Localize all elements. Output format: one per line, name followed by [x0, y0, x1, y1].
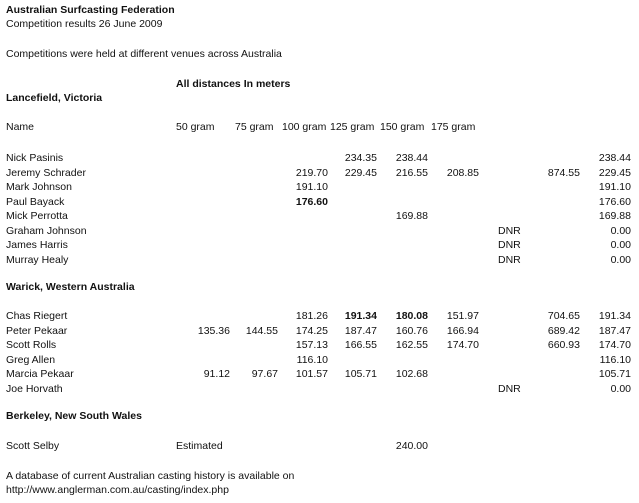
cell-best: 0.00 [610, 254, 631, 266]
cell-c100: 181.26 [295, 310, 328, 322]
cell-c125: 191.34 [344, 310, 377, 322]
cell-best: 191.34 [598, 310, 631, 322]
competitor-name: Scott Rolls [6, 339, 57, 351]
cell-best: 229.45 [598, 167, 631, 179]
status-dnr: DNR [498, 383, 521, 395]
cell-total: 874.55 [547, 167, 580, 179]
cell-c175: 174.70 [446, 339, 479, 351]
competitor-name: Mick Perrotta [6, 210, 68, 222]
cell-c100: 174.25 [295, 325, 328, 337]
cell-c125: 105.71 [344, 368, 377, 380]
column-header-50: 50 gram [176, 121, 215, 133]
cell-best: 0.00 [610, 239, 631, 251]
cell-best: 191.10 [598, 181, 631, 193]
cell-c100: 219.70 [295, 167, 328, 179]
footer-text: A database of current Australian casting history is available on [6, 470, 295, 482]
cell-c125: 234.35 [344, 152, 377, 164]
cell-total: 689.42 [547, 325, 580, 337]
competitor-name: Joe Horvath [6, 383, 63, 395]
intro-text: Competitions were held at different venues across Australia [6, 48, 282, 60]
column-header-75: 75 gram [235, 121, 274, 133]
cell-c75: 97.67 [251, 368, 278, 380]
column-header-name: Name [6, 121, 35, 133]
competitor-name: Scott Selby [6, 440, 60, 452]
cell-c125: 166.55 [344, 339, 377, 351]
cell-c150: 216.55 [395, 167, 428, 179]
cell-c175: 166.94 [446, 325, 479, 337]
competitor-name: Paul Bayack [6, 196, 65, 208]
competitor-name: Nick Pasinis [6, 152, 64, 164]
cell-total: 704.65 [547, 310, 580, 322]
competitor-name: Chas Riegert [6, 310, 68, 322]
cell-c125: 229.45 [344, 167, 377, 179]
units-note: All distances In meters [176, 78, 291, 90]
cell-best: 187.47 [598, 325, 631, 337]
document-subtitle: Competition results 26 June 2009 [6, 18, 163, 30]
cell-best: 0.00 [610, 225, 631, 237]
competitor-name: James Harris [6, 239, 68, 251]
cell-c50: 91.12 [203, 368, 230, 380]
competitor-name: Graham Johnson [6, 225, 87, 237]
cell-c175: 208.85 [446, 167, 479, 179]
venue-heading-warick: Warick, Western Australia [6, 281, 135, 293]
cell-c150: 160.76 [395, 325, 428, 337]
competitor-name: Murray Healy [6, 254, 69, 266]
cell-c125: 187.47 [344, 325, 377, 337]
footer-link[interactable]: http://www.anglerman.com.au/casting/index.php [6, 484, 229, 496]
cell-best: 0.00 [610, 383, 631, 395]
column-header-125: 125 gram [330, 121, 375, 133]
cell-best: 176.60 [598, 196, 631, 208]
competitor-name: Marcia Pekaar [6, 368, 74, 380]
cell-c50: 135.36 [197, 325, 230, 337]
cell-c150: 169.88 [395, 210, 428, 222]
cell-c100: 157.13 [295, 339, 328, 351]
cell-c100: 176.60 [295, 196, 328, 208]
cell-c150: 102.68 [395, 368, 428, 380]
competitor-name: Mark Johnson [6, 181, 72, 193]
column-header-100: 100 gram [282, 121, 327, 133]
cell-150: 240.00 [395, 440, 428, 452]
status-dnr: DNR [498, 254, 521, 266]
cell-best: 174.70 [598, 339, 631, 351]
status-dnr: DNR [498, 239, 521, 251]
status-dnr: DNR [498, 225, 521, 237]
column-header-175: 175 gram [431, 121, 476, 133]
competitor-name: Jeremy Schrader [6, 167, 86, 179]
cell-c150: 162.55 [395, 339, 428, 351]
cell-best: 238.44 [598, 152, 631, 164]
cell-c150: 180.08 [395, 310, 428, 322]
cell-c175: 151.97 [446, 310, 479, 322]
estimated-note: Estimated [176, 440, 223, 452]
venue-heading-berkeley: Berkeley, New South Wales [6, 410, 142, 422]
cell-c100: 116.10 [296, 354, 328, 366]
column-header-150: 150 gram [380, 121, 425, 133]
cell-c150: 238.44 [395, 152, 428, 164]
cell-best: 169.88 [598, 210, 631, 222]
competitor-name: Greg Allen [6, 354, 56, 366]
document-title: Australian Surfcasting Federation [6, 4, 175, 16]
cell-best: 105.71 [598, 368, 631, 380]
venue-heading-lancefield: Lancefield, Victoria [6, 92, 103, 104]
cell-c100: 101.57 [295, 368, 328, 380]
cell-total: 660.93 [547, 339, 580, 351]
cell-c75: 144.55 [245, 325, 278, 337]
cell-c100: 191.10 [295, 181, 328, 193]
cell-best: 116.10 [599, 354, 631, 366]
competitor-name: Peter Pekaar [6, 325, 68, 337]
